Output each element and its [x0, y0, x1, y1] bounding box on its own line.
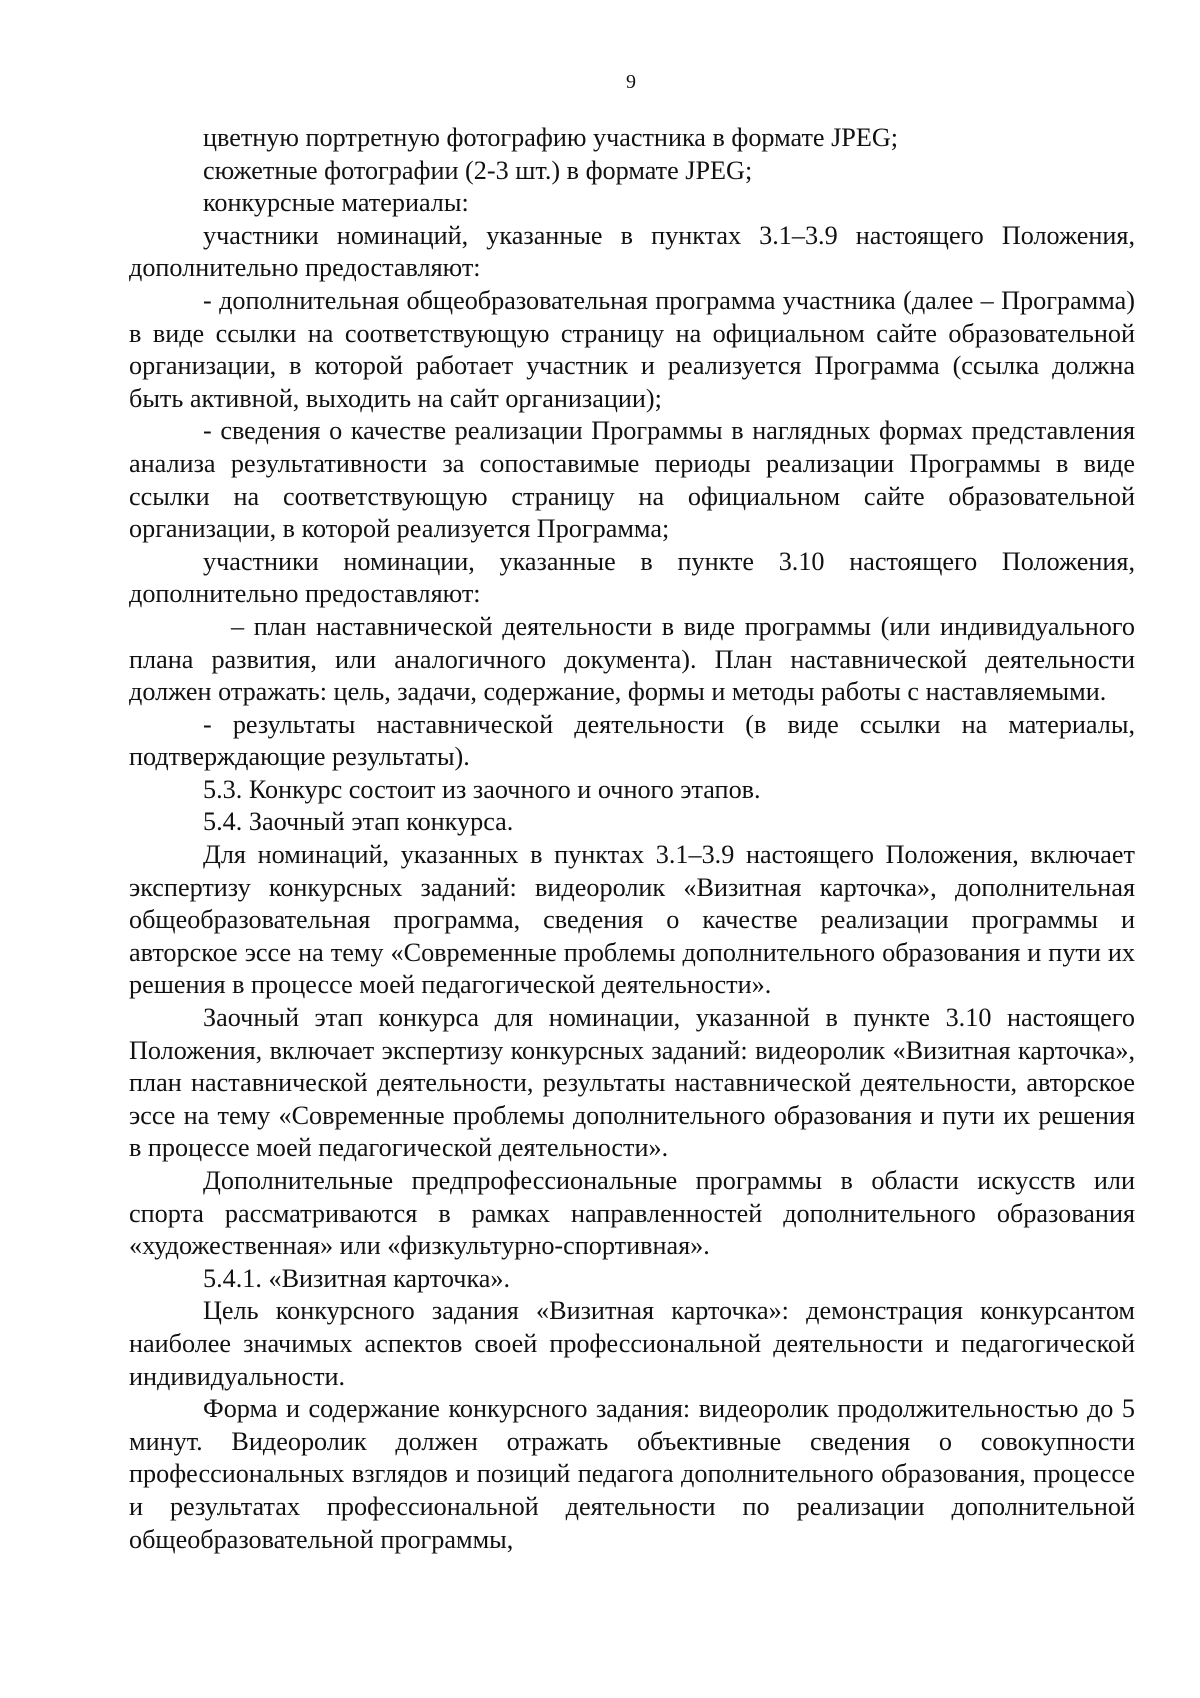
paragraph: Для номинаций, указанных в пунктах 3.1–3.9 настоящего Положения, включает экспертизу конкурсных заданий: видеоролик «Визитная карточка», дополнительная общеобразовательная программа, сведения о качестве реализации программы и авторское эссе на тему «Современные проблемы дополнительного образования и пути их решения в процессе моей педагогической деятельности».: [129, 840, 1135, 1000]
paragraph: - результаты наставнической деятельности (в виде ссылки на материалы, подтверждающие результаты).: [129, 709, 1135, 772]
paragraph: 5.3. Конкурс состоит из заочного и очного этапов.: [203, 774, 761, 804]
paragraph: конкурсные материалы:: [203, 188, 469, 218]
paragraph: Заочный этап конкурса для номинации, указанной в пункте 3.10 настоящего Положения, включает экспертизу конкурсных заданий: видеоролик «Визитная карточка», план наставнической деятельности, результаты наставнической деятельности, авторское эссе на тему «Современные проблемы дополнительного образования и пути их решения в процессе моей педагогической деятельности».: [129, 1003, 1135, 1163]
paragraph: 5.4. Заочный этап конкурса.: [203, 807, 514, 837]
paragraph: Форма и содержание конкурсного задания: видеоролик продолжительностью до 5 минут. Видеоролик должен отражать объективные сведения о совокупности профессиональных взглядов и позиций педагога дополнительного образования, процессе и результатах профессиональной деятельности по реализации дополнительной общеобразовательной программы,: [129, 1394, 1135, 1554]
paragraph: участники номинаций, указанные в пунктах 3.1–3.9 настоящего Положения, дополнительно предоставляют:: [129, 220, 1135, 283]
paragraph: Цель конкурсного задания «Визитная карточка»: демонстрация конкурсантом наиболее значимых аспектов своей профессиональной деятельности и педагогической индивидуальности.: [129, 1296, 1135, 1391]
page-number: 9: [626, 71, 636, 93]
paragraph: 5.4.1. «Визитная карточка».: [203, 1263, 511, 1293]
paragraph: – план наставнической деятельности в виде программы (или индивидуального плана развития, или аналогичного документа). План наставнической деятельности должен отражать: цель, задачи, содержание, формы и методы работы с наставляемыми.: [129, 611, 1135, 707]
paragraph: участники номинации, указанные в пункте 3.10 настоящего Положения, дополнительно предоставляют:: [129, 546, 1135, 609]
document-body: [129, 122, 1135, 1556]
paragraph: - сведения о качестве реализации Программы в наглядных формах представления анализа результативности за сопоставимые периоды реализации Программы в виде ссылки на соответствующую страницу на официальном сайте образовательной организации, в которой реализуется Программа;: [129, 416, 1135, 544]
paragraph: Дополнительные предпрофессиональные программы в области искусств или спорта рассматриваются в рамках направленностей дополнительного образования «художественная» или «физкультурно-спортивная».: [129, 1166, 1135, 1261]
paragraph: - дополнительная общеобразовательная программа участника (далее – Программа) в виде ссылки на соответствующую страницу на официальном сайте образовательной организации, в которой работает участник и реализуется Программа (ссылка должна быть активной, выходить на сайт организации);: [129, 285, 1135, 413]
paragraph: цветную портретную фотографию участника в формате JPEG;: [203, 123, 899, 152]
paragraph: сюжетные фотографии (2-3 шт.) в формате JPEG;: [203, 155, 753, 185]
